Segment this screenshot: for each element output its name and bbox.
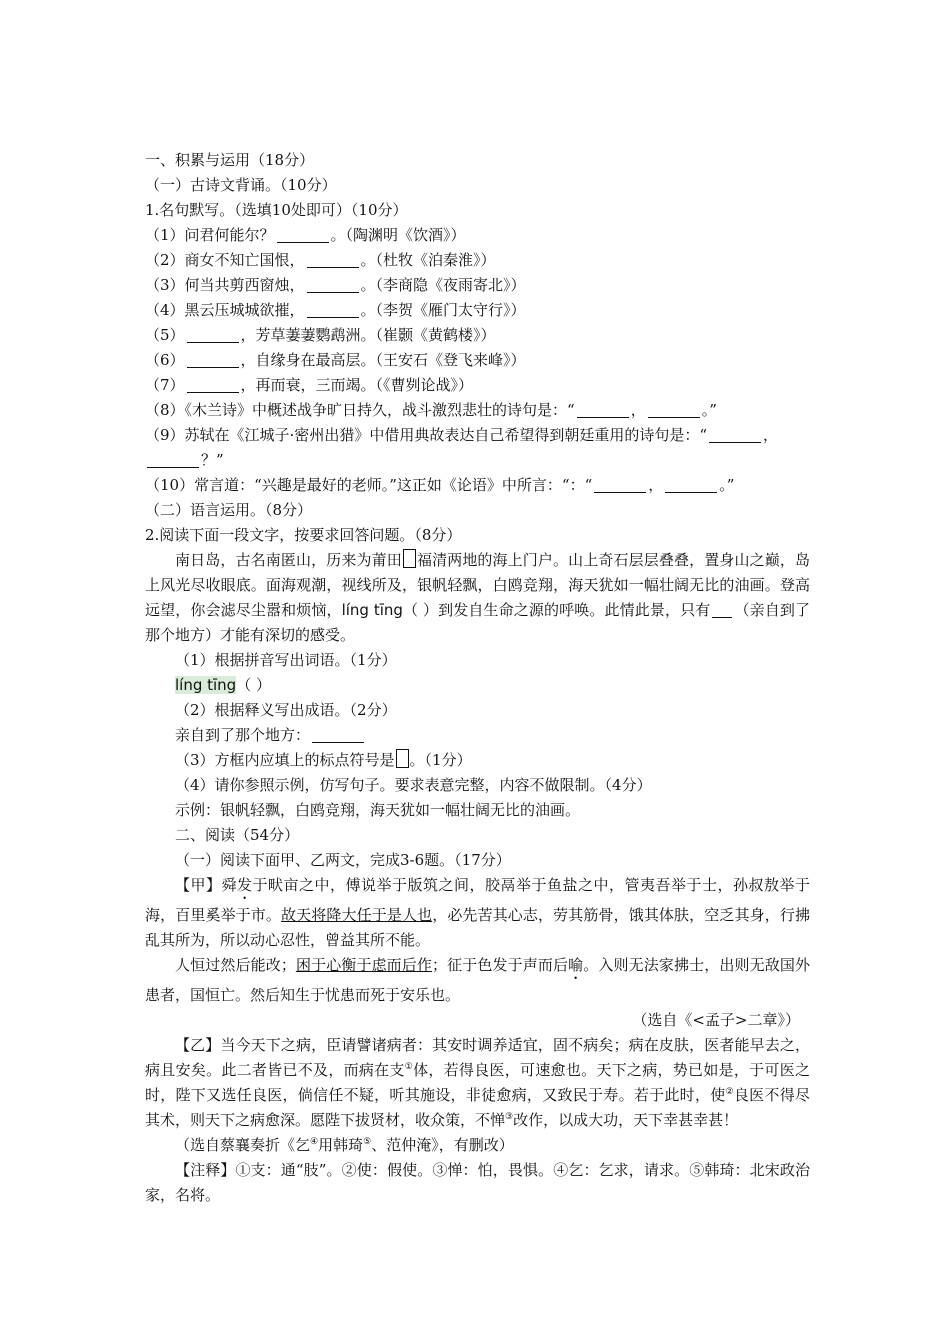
answer-blank[interactable] <box>187 375 239 393</box>
answer-blank[interactable] <box>307 300 359 318</box>
question-2-1: （1）根据拼音写出词语。（1分） <box>175 651 397 669</box>
subsection-poetry-title: （一）古诗文背诵。（10分） <box>145 176 337 194</box>
answer-blank[interactable] <box>577 400 629 418</box>
passage-yi-source: （选自蔡襄奏折《乞④用韩琦⑤、范仲淹》，有删改） <box>175 1136 514 1154</box>
answer-blank[interactable] <box>709 425 761 443</box>
question-2-2-answer: 亲自到了那个地方： <box>145 723 810 748</box>
question-2-3: （3）方框内应填上的标点符号是 。（1分） <box>175 751 472 769</box>
answer-blank[interactable] <box>648 400 700 418</box>
punctuation-box[interactable] <box>396 749 409 768</box>
dictation-item-4: （4）黑云压城城欲摧， 。（李贺《雁门太守行》） <box>145 301 526 319</box>
dictation-item-3: （3）何当共剪西窗烛， 。（李商隐《夜雨寄北》） <box>145 276 526 294</box>
punctuation-box[interactable] <box>403 549 416 568</box>
exam-page <box>145 148 810 1208</box>
dictation-item-5: （5） ，芳草萋萋鹦鹉洲。（崔颢《黄鹤楼》） <box>145 326 496 344</box>
dictation-item-9-cont: ？” <box>145 448 810 473</box>
reading-1-title: （一）阅读下面甲、乙两文，完成3-6题。（17分） <box>175 851 511 869</box>
passage-jia-p1: 【甲】舜发于畎亩之中，傅说举于版筑之间，胶鬲举于鱼盐之中，管夷吾举于士，孙叔敖举于海，百里奚举于市。故天将降大任于是人也，必先苦其心志，劳其筋骨，饿其体肤，空乏其身，行拂乱其所为，所以动心忍性，曾益其所不能。 <box>145 876 810 949</box>
answer-blank[interactable] <box>307 275 359 293</box>
dictation-item-2: （2）商女不知亡国恨， 。（杜牧《泊秦淮》） <box>145 251 496 269</box>
dictation-item-10: （10）常言道：“兴趣是最好的老师。”这正如《论语》中所言：“：“ ， 。” <box>145 476 735 494</box>
passage-jia-source: （选自《<孟子>二章》） <box>632 1011 800 1029</box>
section-2-title: 二、阅读（54分） <box>175 826 300 844</box>
question-2-2: （2）根据释义写出成语。（2分） <box>175 701 397 719</box>
section-1-title: 一、积累与运用（18分） <box>145 151 315 169</box>
dictation-item-6: （6） ，自缘身在最高层。（王安石《登飞来峰》） <box>145 351 526 369</box>
answer-blank[interactable] <box>277 225 329 243</box>
answer-blank[interactable] <box>312 725 364 743</box>
answer-blank[interactable] <box>665 475 717 493</box>
passage-yi-notes: 【注释】①支：通“肢”。②使：假使。③惮：怕，畏惧。④乞：乞求，请求。⑤韩琦：北宋政治家，名将。 <box>145 1161 810 1204</box>
passage-yi: 【乙】当今天下之病，臣请譬诸病者：其安时调养适宜，固不病矣；病在皮肤，医者能早去之，病且安矣。此二者皆已不及，而病在支①体，若得良医，可速愈也。天下之病，势已如是，于可医之时，陛下又选任良医，倘信任不疑，听其施设，非徒愈病，又致民于寿。若于此时，使②良医不得尽其术，则天下之病愈深。愿陛下拔贤材，收众策，不惮③改作，以成大功，天下幸甚幸甚！ <box>145 1036 810 1129</box>
nanri-island-passage: 南日岛，古名南匿山，历来为莆田 福清两地的海上门户。山上奇石层层叠叠，置身山之巅，岛上风光尽收眼底。面海观潮，视线所及，银帆轻飘，白鸥竞翔，海天犹如一幅壮阔无比的油画。登高远望，你会滤尽尘嚣和烦恼，líng tīng（ ）到发自生命之源的呼唤。此情此景，只有 （亲自到了那个地方）才能有深切的感受。 <box>145 551 810 644</box>
dictation-item-9: （9）苏轼在《江城子·密州出猎》中借用典故表达自己希望得到朝廷重用的诗句是：“ ， <box>145 426 778 444</box>
subsection-language-title: （二）语言运用。（8分） <box>145 501 313 519</box>
answer-blank[interactable] <box>187 325 239 343</box>
dictation-item-7: （7） ，再而衰，三而竭。（《曹刿论战》） <box>145 376 474 394</box>
passage-jia-p2: 人恒过然后能改；困于心衡于虑而后作；征于色发于声而后喻。入则无法家拂士，出则无敌国外患者，国恒亡。然后知生于忧患而死于安乐也。 <box>145 956 810 1004</box>
question-1-title: 1.名句默写。（选填10处即可）（10分） <box>145 201 408 219</box>
question-2-4-example: 示例：银帆轻飘，白鸥竞翔，海天犹如一幅壮阔无比的油画。 <box>175 801 581 819</box>
question-2-1-answer: líng tīng（ ） <box>175 676 271 694</box>
dictation-item-8: （8）《木兰诗》中概述战争旷日持久，战斗激烈悲壮的诗句是：“ ， 。” <box>145 401 717 419</box>
question-2-title: 2.阅读下面一段文字，按要求回答问题。（8分） <box>145 526 462 544</box>
question-2-4: （4）请你参照示例，仿写句子。要求表意完整，内容不做限制。（4分） <box>175 776 652 794</box>
answer-blank[interactable] <box>147 450 199 468</box>
answer-blank[interactable] <box>594 475 646 493</box>
answer-blank[interactable] <box>187 350 239 368</box>
answer-blank[interactable] <box>712 600 732 618</box>
dictation-item-1: （1）问君何能尔？ 。（陶渊明《饮酒》） <box>145 226 466 244</box>
answer-blank[interactable] <box>307 250 359 268</box>
